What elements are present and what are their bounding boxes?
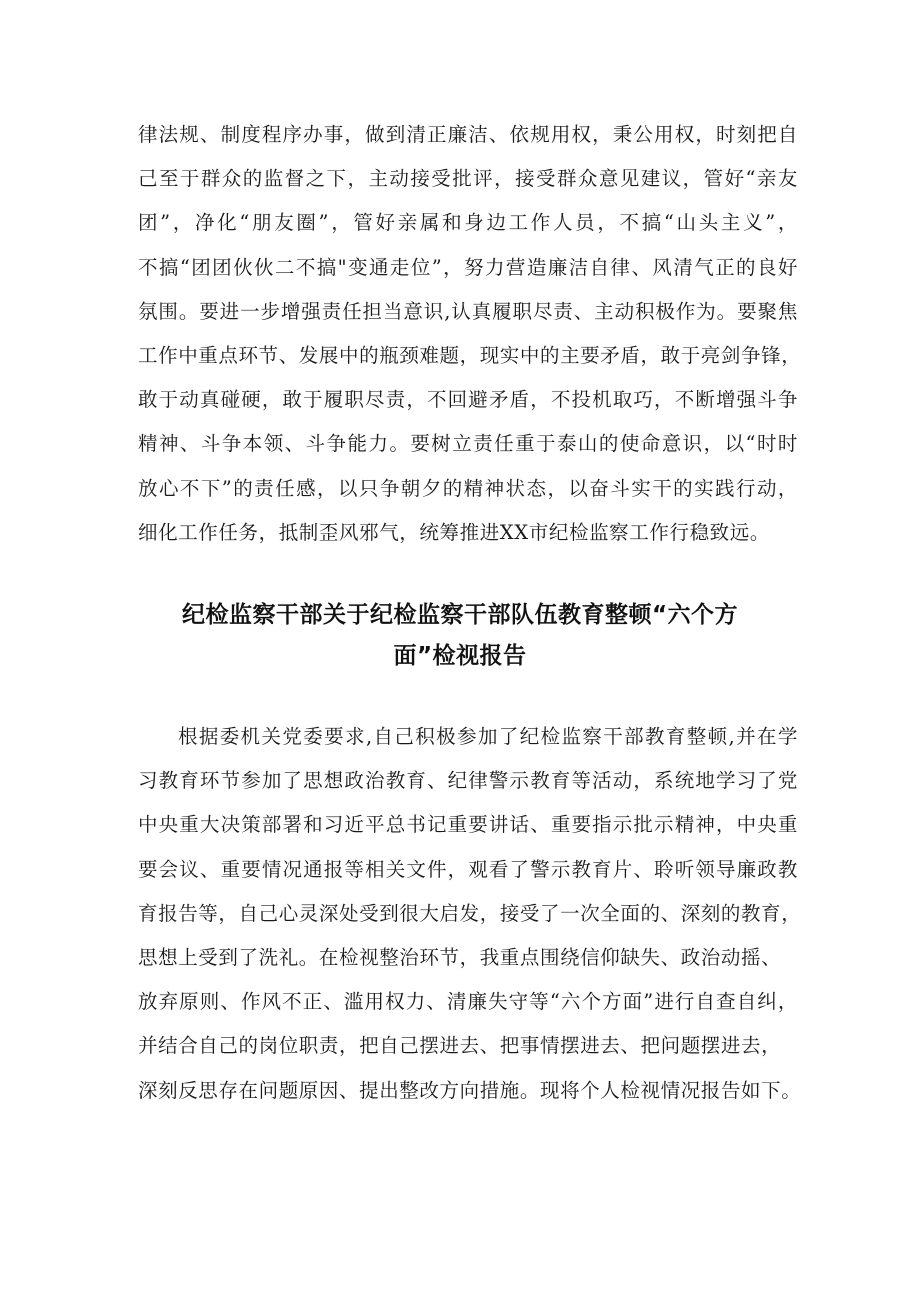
text-line: 根据委机关党委要求,自己积极参加了纪检监察干部教育整顿,并在学: [178, 725, 798, 748]
text-line: 精神、斗争本领、斗争能力。要树立责任重于泰山的使命意识，以“时时: [138, 432, 798, 456]
text-line: 要会议、重要情况通报等相关文件，观看了警示教育片、聆听领导廉政教: [138, 857, 798, 881]
continued-paragraph: [138, 113, 802, 555]
text-line: 放心不下”的责任感，以只争朝夕的精神状态，以奋斗实干的实践行动，: [138, 476, 798, 500]
body-paragraph: [138, 715, 802, 1113]
section-heading: [100, 595, 820, 677]
text-line: 思想上受到了洗礼。在检视整治环节，我重点围绕信仰缺失、政治动摇、: [138, 945, 782, 969]
text-line: 细化工作任务，抵制歪风邪气，统筹推进XX市纪检监察工作行稳致远。: [138, 520, 770, 544]
heading-line: 纪检监察干部关于纪检监察干部队伍教育整顿“六个方: [181, 602, 739, 628]
text-line: 团”，净化“朋友圈”，管好亲属和身边工作人员，不搞“山头主义”，: [138, 211, 798, 235]
text-line: 氛围。要进一步增强责任担当意识,认真履职尽责、主动积极作为。要聚焦: [138, 299, 798, 323]
heading-line: 面”检视报告: [393, 643, 527, 669]
text-line: 放弃原则、作风不正、滥用权力、清廉失守等“六个方面”进行自查自纠，: [138, 990, 798, 1014]
text-line: 己至于群众的监督之下，主动接受批评，接受群众意见建议，管好“亲友: [138, 167, 798, 191]
text-line: 习教育环节参加了思想政治教育、纪律警示教育等活动，系统地学习了党: [138, 769, 798, 793]
text-line: 工作中重点环节、发展中的瓶颈难题，现实中的主要矛盾，敢于亮剑争锋，: [138, 343, 802, 367]
text-line: 中央重大决策部署和习近平总书记重要讲话、重要指示批示精神，中央重: [138, 813, 798, 837]
text-line: 不搞“团团伙伙二不搞"变通走位”，努力营造廉洁自律、风清气正的良好: [138, 255, 798, 279]
text-line: 律法规、制度程序办事，做到清正廉洁、依规用权，秉公用权，时刻把自: [138, 123, 798, 146]
text-line: 育报告等，自己心灵深处受到很大启发，接受了一次全面的、深刻的教育，: [138, 901, 802, 925]
text-line: 敢于动真碰硬，敢于履职尽责，不回避矛盾，不投机取巧，不断增强斗争: [138, 388, 798, 412]
text-line: 并结合自己的岗位职责，把自己摆进去、把事情摆进去、把问题摆进去，: [138, 1034, 782, 1058]
text-line: 深刻反思存在问题原因、提出整改方向措施。现将个人检视情况报告如下。: [138, 1078, 802, 1102]
